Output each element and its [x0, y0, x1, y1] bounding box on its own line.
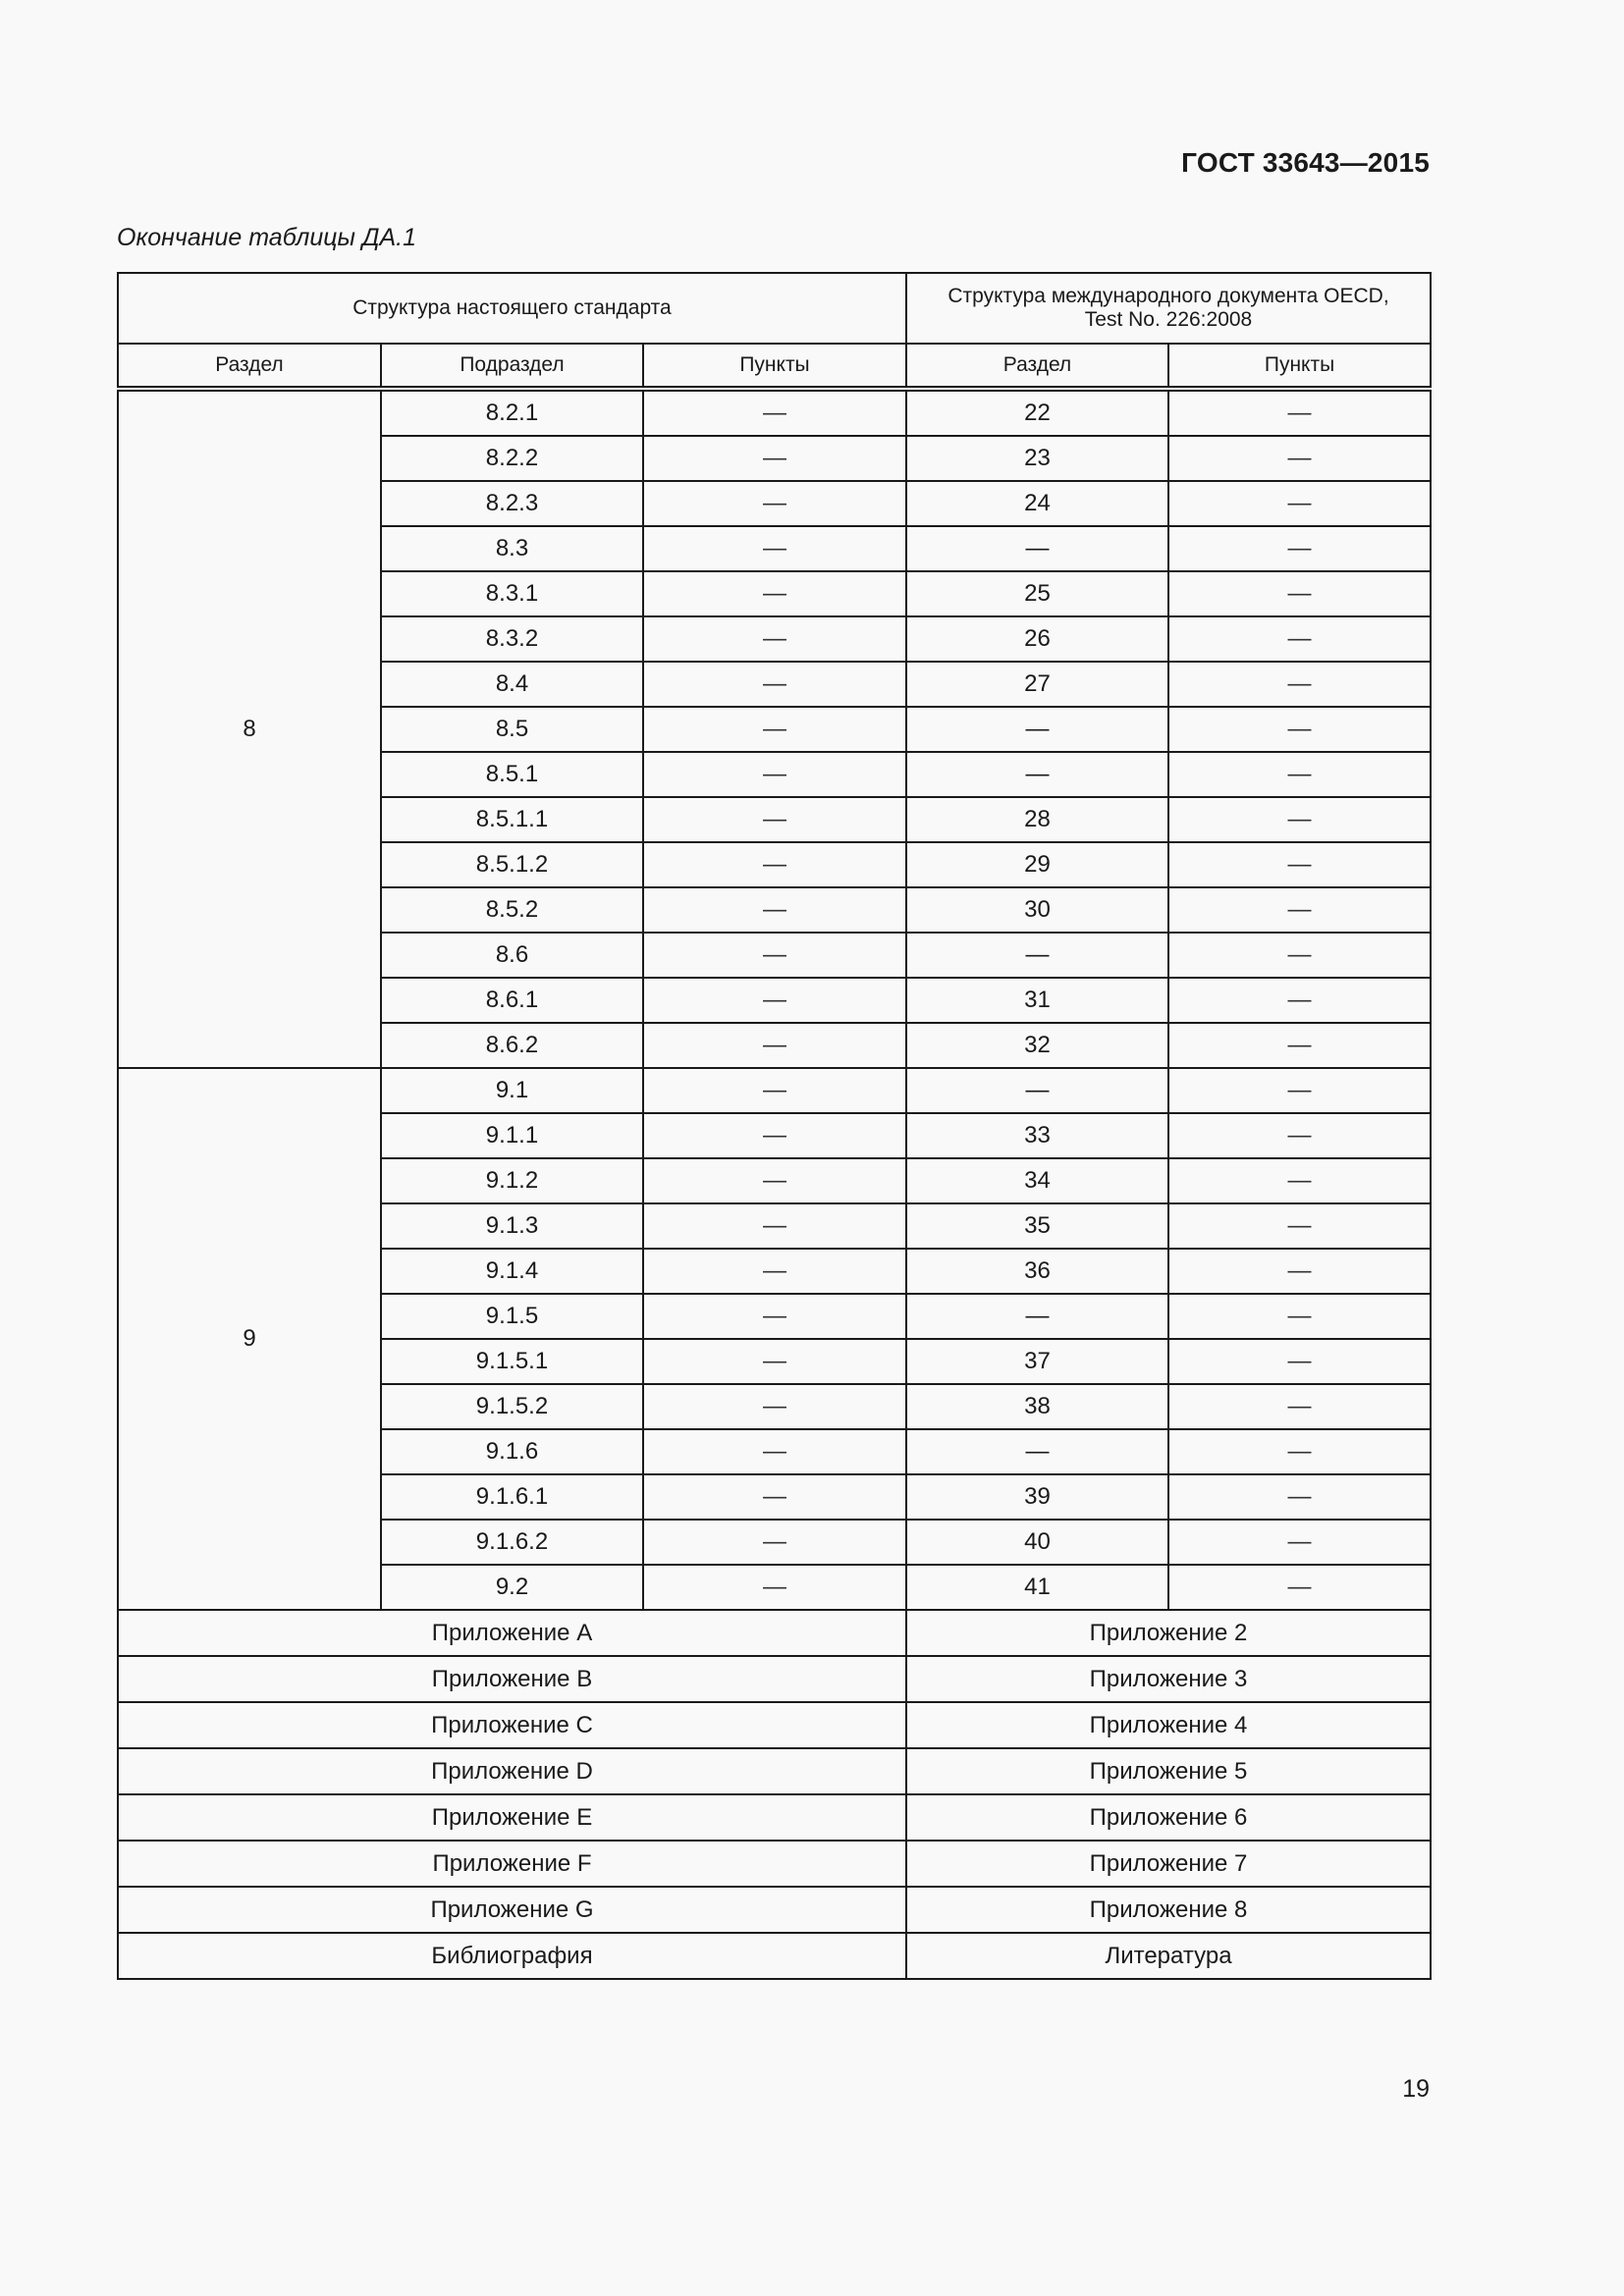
- oecd-section-cell: 28: [906, 797, 1168, 842]
- oecd-section-cell: 31: [906, 978, 1168, 1023]
- document-code: ГОСТ 33643—2015: [1181, 147, 1430, 178]
- points-cell: —: [643, 1023, 906, 1068]
- subsection-cell: 8.3.1: [381, 571, 643, 616]
- points-cell: —: [643, 1520, 906, 1565]
- subsection-cell: 8.6.1: [381, 978, 643, 1023]
- oecd-section-cell: 33: [906, 1113, 1168, 1158]
- appendix-row: [118, 1656, 1431, 1702]
- oecd-points-cell: —: [1168, 1339, 1431, 1384]
- oecd-points-cell: —: [1168, 1429, 1431, 1474]
- appendix-left-cell: Приложение F: [118, 1841, 906, 1887]
- subsection-cell: 9.1.5.2: [381, 1384, 643, 1429]
- oecd-section-cell: 29: [906, 842, 1168, 887]
- page-number: 19: [1402, 2075, 1430, 2103]
- oecd-section-cell: 27: [906, 662, 1168, 707]
- appendix-left-cell: Приложение D: [118, 1748, 906, 1794]
- appendix-row: [118, 1841, 1431, 1887]
- oecd-points-cell: —: [1168, 1023, 1431, 1068]
- oecd-points-cell: —: [1168, 752, 1431, 797]
- points-cell: —: [643, 707, 906, 752]
- points-cell: —: [643, 1249, 906, 1294]
- oecd-points-cell: —: [1168, 933, 1431, 978]
- subsection-cell: 8.3.2: [381, 616, 643, 662]
- oecd-points-cell: —: [1168, 1294, 1431, 1339]
- oecd-section-cell: 38: [906, 1384, 1168, 1429]
- table-body: [118, 389, 1431, 1979]
- points-cell: —: [643, 1294, 906, 1339]
- appendix-left-cell: Приложение B: [118, 1656, 906, 1702]
- points-cell: —: [643, 887, 906, 933]
- appendix-left-cell: Приложение C: [118, 1702, 906, 1748]
- oecd-points-cell: —: [1168, 1565, 1431, 1610]
- section-number-cell: 8: [118, 389, 381, 1068]
- subsection-cell: 9.1.1: [381, 1113, 643, 1158]
- points-cell: —: [643, 1339, 906, 1384]
- subsection-cell: 8.5.1: [381, 752, 643, 797]
- oecd-section-cell: 34: [906, 1158, 1168, 1203]
- appendix-row: [118, 1748, 1431, 1794]
- subsection-cell: 9.1.5.1: [381, 1339, 643, 1384]
- table-row: [118, 1068, 1431, 1113]
- oecd-points-cell: —: [1168, 1474, 1431, 1520]
- oecd-points-cell: —: [1168, 1203, 1431, 1249]
- appendix-right-cell: Литература: [906, 1933, 1431, 1979]
- column-header-oecd-razdel: Раздел: [906, 344, 1168, 389]
- points-cell: —: [643, 389, 906, 436]
- oecd-points-cell: —: [1168, 616, 1431, 662]
- points-cell: —: [643, 481, 906, 526]
- points-cell: —: [643, 842, 906, 887]
- points-cell: —: [643, 978, 906, 1023]
- appendix-row: [118, 1887, 1431, 1933]
- subsection-cell: 8.6: [381, 933, 643, 978]
- column-header-punkty: Пункты: [643, 344, 906, 389]
- appendix-row: [118, 1610, 1431, 1656]
- column-header-oecd-punkty: Пункты: [1168, 344, 1431, 389]
- points-cell: —: [643, 1474, 906, 1520]
- subsection-cell: 8.4: [381, 662, 643, 707]
- points-cell: —: [643, 1203, 906, 1249]
- oecd-points-cell: —: [1168, 1384, 1431, 1429]
- table-caption: Окончание таблицы ДА.1: [117, 224, 416, 251]
- oecd-points-cell: —: [1168, 1068, 1431, 1113]
- subsection-cell: 8.3: [381, 526, 643, 571]
- oecd-section-cell: —: [906, 526, 1168, 571]
- oecd-points-cell: —: [1168, 571, 1431, 616]
- points-cell: —: [643, 616, 906, 662]
- subsection-cell: 9.1.3: [381, 1203, 643, 1249]
- column-header-razdel: Раздел: [118, 344, 381, 389]
- oecd-section-cell: 32: [906, 1023, 1168, 1068]
- subsection-cell: 9.1.6: [381, 1429, 643, 1474]
- oecd-section-cell: 22: [906, 389, 1168, 436]
- oecd-points-cell: —: [1168, 978, 1431, 1023]
- oecd-section-cell: —: [906, 1429, 1168, 1474]
- points-cell: —: [643, 436, 906, 481]
- oecd-section-cell: 37: [906, 1339, 1168, 1384]
- appendix-right-cell: Приложение 7: [906, 1841, 1431, 1887]
- oecd-section-cell: 25: [906, 571, 1168, 616]
- oecd-points-cell: —: [1168, 887, 1431, 933]
- subsection-cell: 8.5.1.1: [381, 797, 643, 842]
- oecd-section-cell: 40: [906, 1520, 1168, 1565]
- table-column-header-row: [118, 344, 1431, 389]
- subsection-cell: 8.2.3: [381, 481, 643, 526]
- oecd-section-cell: —: [906, 707, 1168, 752]
- points-cell: —: [643, 1113, 906, 1158]
- appendix-right-cell: Приложение 3: [906, 1656, 1431, 1702]
- group-header-this-standard: Структура настоящего стандарта: [118, 273, 906, 344]
- appendix-right-cell: Приложение 4: [906, 1702, 1431, 1748]
- appendix-left-cell: Приложение E: [118, 1794, 906, 1841]
- subsection-cell: 9.1: [381, 1068, 643, 1113]
- subsection-cell: 9.2: [381, 1565, 643, 1610]
- group-header-oecd-line2: Test No. 226:2008: [1084, 308, 1253, 331]
- oecd-points-cell: —: [1168, 842, 1431, 887]
- points-cell: —: [643, 1429, 906, 1474]
- subsection-cell: 8.6.2: [381, 1023, 643, 1068]
- appendix-row: [118, 1933, 1431, 1979]
- subsection-cell: 8.2.2: [381, 436, 643, 481]
- oecd-section-cell: 36: [906, 1249, 1168, 1294]
- oecd-section-cell: —: [906, 933, 1168, 978]
- subsection-cell: 9.1.6.1: [381, 1474, 643, 1520]
- oecd-section-cell: 39: [906, 1474, 1168, 1520]
- points-cell: —: [643, 571, 906, 616]
- group-header-oecd: [906, 273, 1431, 344]
- points-cell: —: [643, 1068, 906, 1113]
- column-header-podrazdel: Подраздел: [381, 344, 643, 389]
- oecd-points-cell: —: [1168, 1520, 1431, 1565]
- points-cell: —: [643, 752, 906, 797]
- appendix-right-cell: Приложение 8: [906, 1887, 1431, 1933]
- points-cell: —: [643, 526, 906, 571]
- appendix-row: [118, 1702, 1431, 1748]
- subsection-cell: 8.2.1: [381, 389, 643, 436]
- subsection-cell: 9.1.6.2: [381, 1520, 643, 1565]
- oecd-section-cell: —: [906, 1068, 1168, 1113]
- subsection-cell: 8.5.1.2: [381, 842, 643, 887]
- oecd-points-cell: —: [1168, 436, 1431, 481]
- points-cell: —: [643, 1384, 906, 1429]
- points-cell: —: [643, 662, 906, 707]
- oecd-points-cell: —: [1168, 662, 1431, 707]
- appendix-row: [118, 1794, 1431, 1841]
- appendix-left-cell: Приложение A: [118, 1610, 906, 1656]
- subsection-cell: 8.5.2: [381, 887, 643, 933]
- oecd-points-cell: —: [1168, 481, 1431, 526]
- table-group-header-row: [118, 273, 1431, 344]
- subsection-cell: 9.1.4: [381, 1249, 643, 1294]
- oecd-points-cell: —: [1168, 526, 1431, 571]
- appendix-right-cell: Приложение 5: [906, 1748, 1431, 1794]
- table-row: [118, 389, 1431, 436]
- appendix-left-cell: Библиография: [118, 1933, 906, 1979]
- correspondence-table: [117, 272, 1432, 1980]
- points-cell: —: [643, 1158, 906, 1203]
- appendix-right-cell: Приложение 2: [906, 1610, 1431, 1656]
- oecd-section-cell: 23: [906, 436, 1168, 481]
- oecd-points-cell: —: [1168, 707, 1431, 752]
- subsection-cell: 8.5: [381, 707, 643, 752]
- points-cell: —: [643, 933, 906, 978]
- oecd-points-cell: —: [1168, 1158, 1431, 1203]
- oecd-points-cell: —: [1168, 797, 1431, 842]
- points-cell: —: [643, 1565, 906, 1610]
- oecd-section-cell: 30: [906, 887, 1168, 933]
- oecd-section-cell: 26: [906, 616, 1168, 662]
- oecd-section-cell: 35: [906, 1203, 1168, 1249]
- oecd-section-cell: 41: [906, 1565, 1168, 1610]
- oecd-points-cell: —: [1168, 1249, 1431, 1294]
- subsection-cell: 9.1.2: [381, 1158, 643, 1203]
- section-number-cell: 9: [118, 1068, 381, 1610]
- oecd-section-cell: —: [906, 1294, 1168, 1339]
- oecd-points-cell: —: [1168, 1113, 1431, 1158]
- points-cell: —: [643, 797, 906, 842]
- oecd-section-cell: —: [906, 752, 1168, 797]
- group-header-oecd-line1: Структура международного документа OECD,: [947, 284, 1389, 307]
- subsection-cell: 9.1.5: [381, 1294, 643, 1339]
- appendix-right-cell: Приложение 6: [906, 1794, 1431, 1841]
- oecd-section-cell: 24: [906, 481, 1168, 526]
- appendix-left-cell: Приложение G: [118, 1887, 906, 1933]
- oecd-points-cell: —: [1168, 389, 1431, 436]
